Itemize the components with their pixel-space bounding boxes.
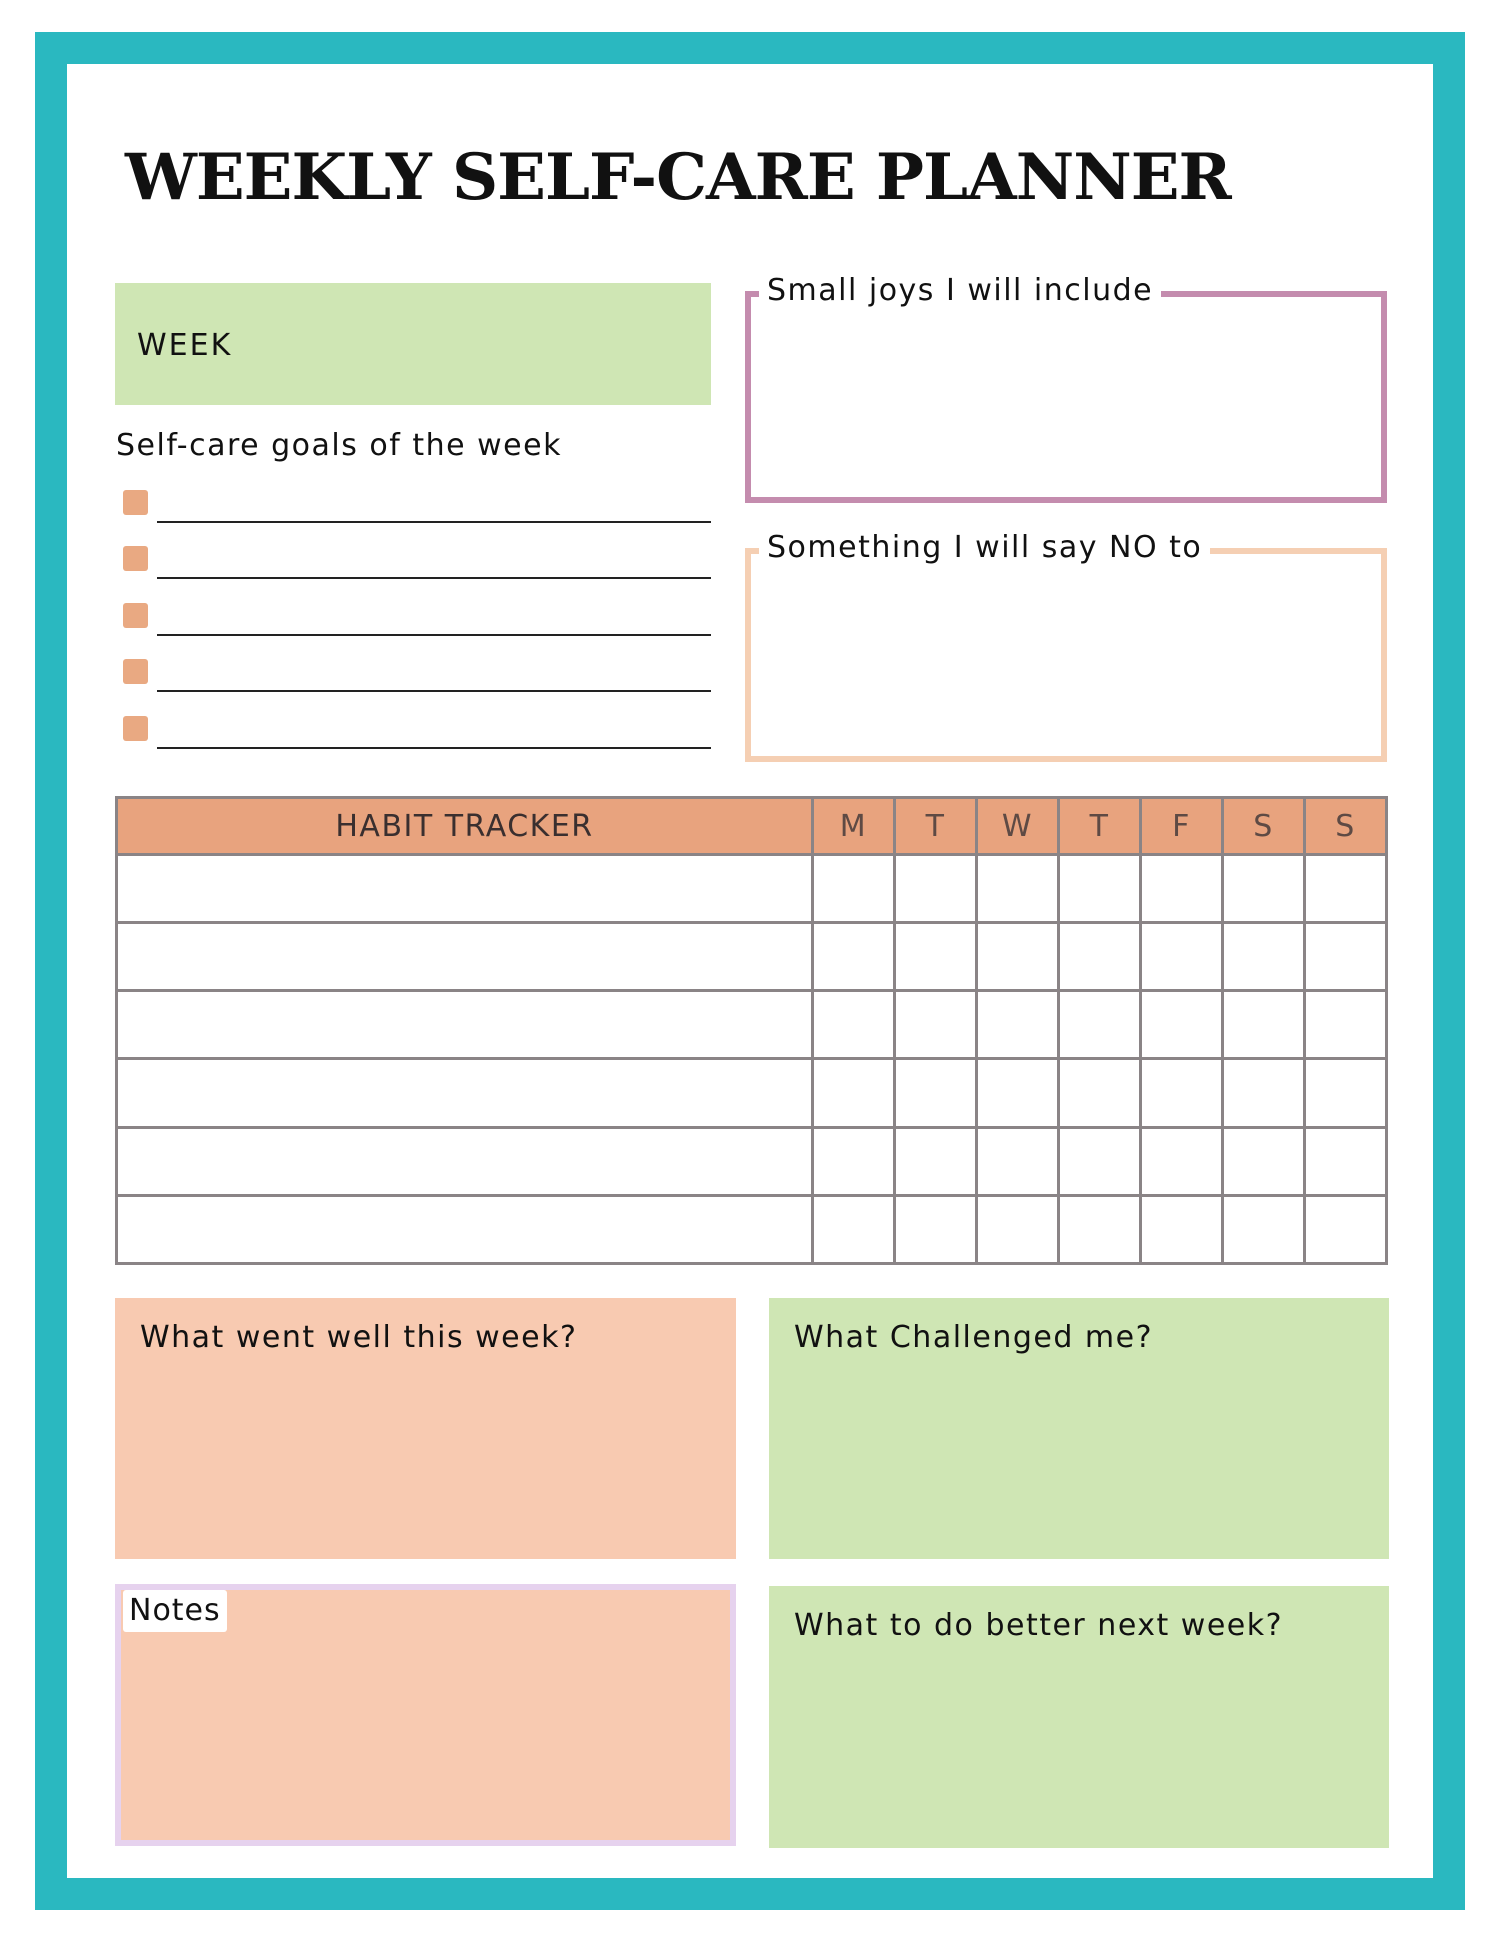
goal-line[interactable] [157, 577, 711, 579]
habit-row [117, 855, 1387, 923]
habit-tracker-header-row [117, 798, 1387, 855]
small-joys-box[interactable] [745, 273, 1387, 503]
habit-day-cell[interactable] [813, 855, 895, 923]
habit-row [117, 1059, 1387, 1127]
habit-day-cell[interactable] [1059, 923, 1141, 991]
week-label: WEEK [137, 328, 233, 363]
habit-day-cell[interactable] [1141, 923, 1223, 991]
habit-day-cell[interactable] [1305, 923, 1387, 991]
habit-day-cell[interactable] [895, 991, 977, 1059]
habit-name-cell[interactable] [117, 1127, 813, 1195]
habit-name-cell[interactable] [117, 1195, 813, 1263]
notes-box[interactable] [115, 1584, 736, 1846]
day-header-saturday: S [1223, 798, 1305, 855]
habit-day-cell[interactable] [895, 1195, 977, 1263]
week-field[interactable] [115, 283, 711, 405]
goal-line[interactable] [157, 747, 711, 749]
habit-day-cell[interactable] [1223, 1127, 1305, 1195]
habit-day-cell[interactable] [1059, 1059, 1141, 1127]
say-no-label: Something I will say NO to [759, 528, 1210, 568]
habit-day-cell[interactable] [813, 1195, 895, 1263]
went-well-box[interactable] [115, 1298, 736, 1559]
habit-day-cell[interactable] [1223, 1059, 1305, 1127]
habit-day-cell[interactable] [813, 923, 895, 991]
challenged-box[interactable] [769, 1298, 1389, 1559]
goal-checkbox[interactable] [123, 716, 148, 741]
habit-day-cell[interactable] [977, 923, 1059, 991]
day-header-monday: M [813, 798, 895, 855]
habit-name-cell[interactable] [117, 991, 813, 1059]
say-no-box[interactable] [745, 530, 1387, 762]
habit-day-cell[interactable] [1223, 991, 1305, 1059]
day-header-tuesday: T [895, 798, 977, 855]
day-header-friday: F [1141, 798, 1223, 855]
habit-day-cell[interactable] [1141, 991, 1223, 1059]
habit-day-cell[interactable] [1141, 855, 1223, 923]
habit-day-cell[interactable] [977, 1195, 1059, 1263]
goal-checkbox[interactable] [123, 603, 148, 628]
page-title: WEEKLY SELF-CARE PLANNER [125, 140, 1231, 215]
habit-day-cell[interactable] [977, 1127, 1059, 1195]
habit-day-cell[interactable] [1305, 991, 1387, 1059]
small-joys-label: Small joys I will include [759, 271, 1161, 311]
habit-day-cell[interactable] [895, 855, 977, 923]
habit-day-cell[interactable] [813, 1127, 895, 1195]
habit-day-cell[interactable] [895, 1127, 977, 1195]
goal-line[interactable] [157, 521, 711, 523]
goal-checkbox[interactable] [123, 659, 148, 684]
goal-item[interactable] [123, 603, 713, 633]
habit-name-cell[interactable] [117, 1059, 813, 1127]
goal-line[interactable] [157, 634, 711, 636]
habit-tracker-table [115, 796, 1388, 1265]
habit-day-cell[interactable] [1305, 1059, 1387, 1127]
do-better-label: What to do better next week? [794, 1608, 1284, 1643]
goal-checkbox[interactable] [123, 490, 148, 515]
goal-item[interactable] [123, 716, 713, 746]
habit-day-cell[interactable] [895, 923, 977, 991]
habit-day-cell[interactable] [813, 1059, 895, 1127]
habit-day-cell[interactable] [977, 991, 1059, 1059]
habit-day-cell[interactable] [977, 1059, 1059, 1127]
habit-day-cell[interactable] [1059, 1195, 1141, 1263]
goal-line[interactable] [157, 690, 711, 692]
habit-day-cell[interactable] [895, 1059, 977, 1127]
day-header-thursday: T [1059, 798, 1141, 855]
habit-day-cell[interactable] [1141, 1127, 1223, 1195]
habit-row [117, 923, 1387, 991]
notes-label: Notes [123, 1590, 227, 1632]
habit-row [117, 1195, 1387, 1263]
goal-checkbox[interactable] [123, 546, 148, 571]
habit-day-cell[interactable] [1305, 1195, 1387, 1263]
habit-day-cell[interactable] [1141, 1195, 1223, 1263]
habit-day-cell[interactable] [1305, 855, 1387, 923]
goal-item[interactable] [123, 659, 713, 689]
habit-day-cell[interactable] [1141, 1059, 1223, 1127]
habit-day-cell[interactable] [1059, 991, 1141, 1059]
day-header-sunday: S [1305, 798, 1387, 855]
goal-item[interactable] [123, 546, 713, 576]
habit-day-cell[interactable] [977, 855, 1059, 923]
habit-tracker-header: HABIT TRACKER [117, 798, 813, 855]
habit-day-cell[interactable] [1223, 923, 1305, 991]
habit-day-cell[interactable] [1305, 1127, 1387, 1195]
habit-row [117, 991, 1387, 1059]
goal-item[interactable] [123, 490, 713, 520]
habit-day-cell[interactable] [1059, 1127, 1141, 1195]
habit-row [117, 1127, 1387, 1195]
challenged-label: What Challenged me? [794, 1320, 1154, 1355]
do-better-box[interactable] [769, 1586, 1389, 1848]
goals-heading: Self-care goals of the week [116, 428, 562, 463]
habit-day-cell[interactable] [1059, 855, 1141, 923]
habit-name-cell[interactable] [117, 855, 813, 923]
went-well-label: What went well this week? [140, 1320, 578, 1355]
day-header-wednesday: W [977, 798, 1059, 855]
habit-day-cell[interactable] [813, 991, 895, 1059]
habit-day-cell[interactable] [1223, 1195, 1305, 1263]
habit-name-cell[interactable] [117, 923, 813, 991]
habit-day-cell[interactable] [1223, 855, 1305, 923]
